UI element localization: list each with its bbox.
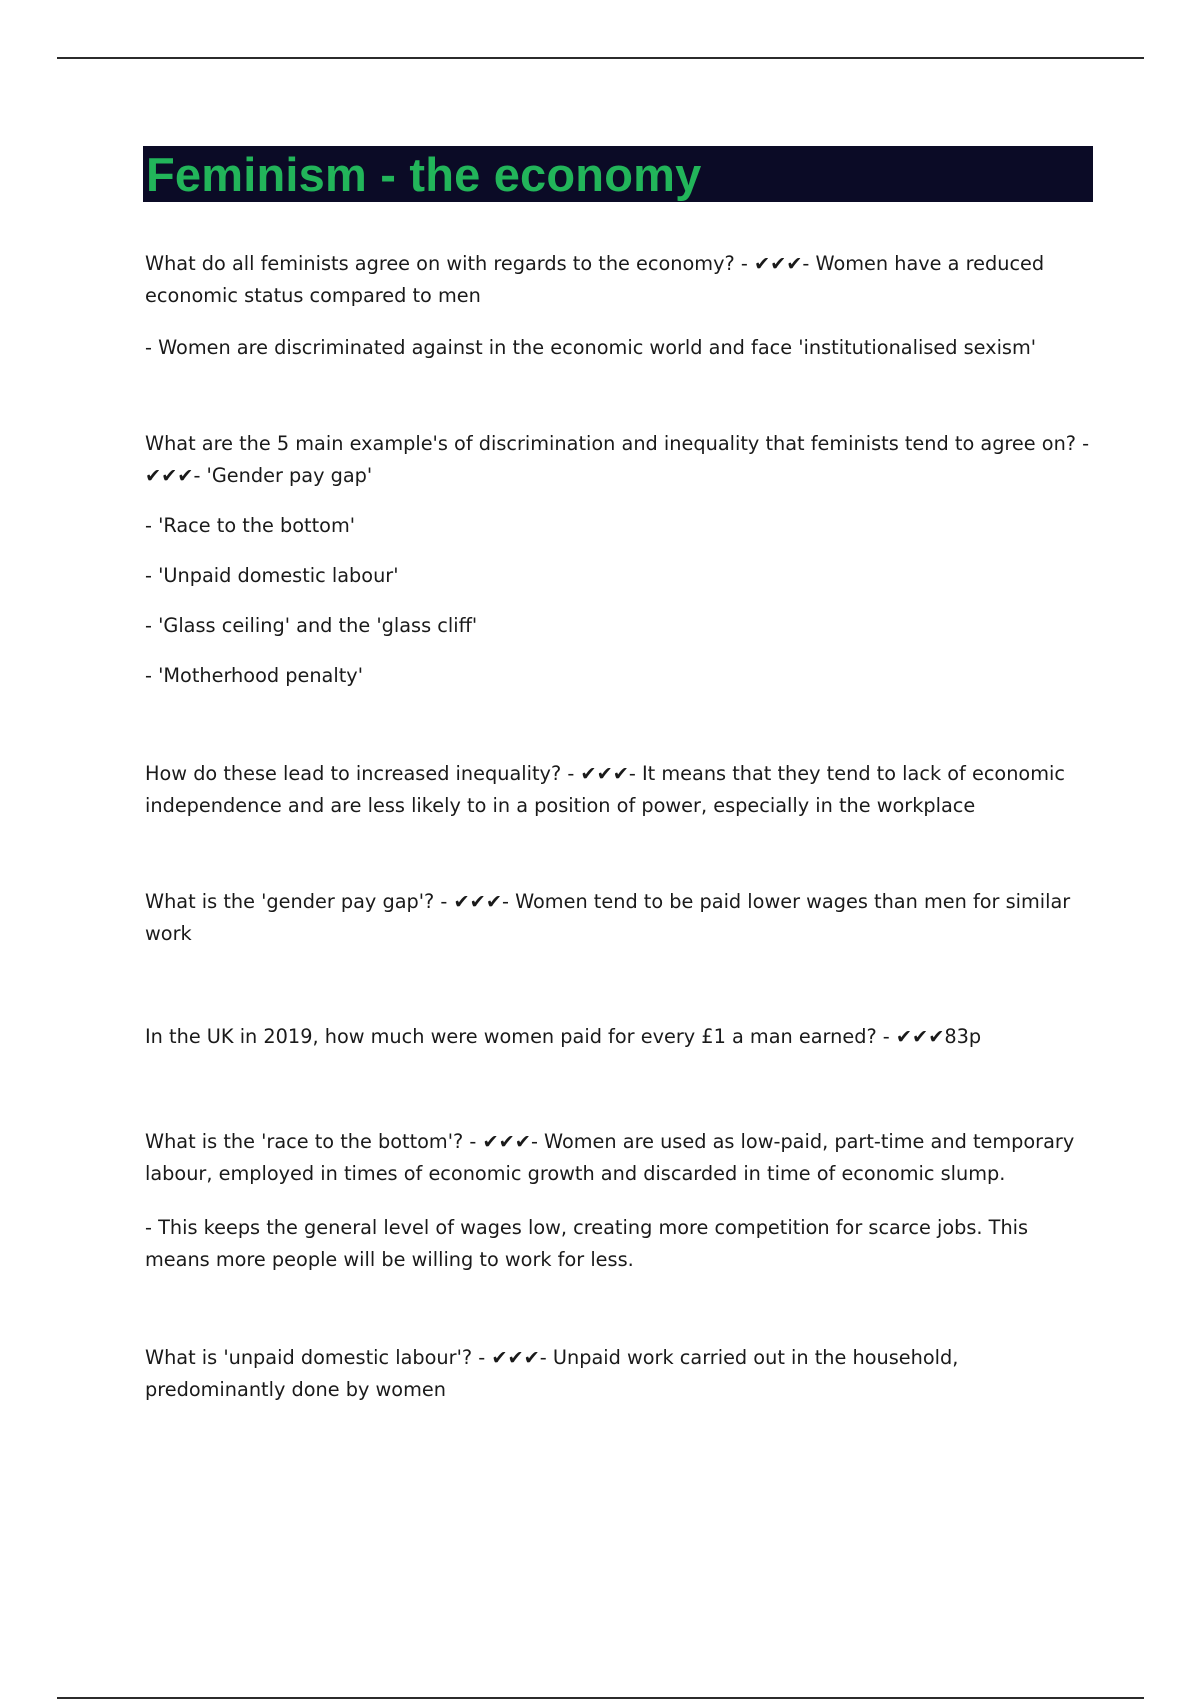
question-paragraph: [145, 428, 1090, 492]
flashcard-list: [145, 248, 1090, 1406]
flashcard: [145, 758, 1090, 822]
answer-text: - Women are used as low-paid, part-time and temporary labour, employed in times of economic growth and discarded in time of economic slump.: [145, 1130, 1075, 1185]
question-paragraph: [145, 1021, 1090, 1053]
question-paragraph: [145, 1342, 1090, 1406]
question-paragraph: [145, 1126, 1090, 1190]
answer-text: 83p: [944, 1025, 982, 1048]
check-marks-icon: ✔✔✔: [491, 1346, 540, 1369]
check-marks-icon: ✔✔✔: [145, 464, 194, 487]
check-marks-icon: ✔✔✔: [895, 1025, 945, 1048]
flashcard: [145, 1021, 1090, 1053]
bottom-rule: [57, 1697, 1144, 1699]
page-title: Feminism - the economy: [146, 147, 702, 201]
question-text: What are the 5 main example's of discrimination and inequality that feminists tend to agree on? -: [145, 432, 1090, 455]
question-text: What is 'unpaid domestic labour'? -: [145, 1346, 492, 1369]
check-marks-icon: ✔✔✔: [580, 762, 629, 785]
answer-line: - This keeps the general level of wages low, creating more competition for scarce jobs. This means more people will be willing to work for less.: [145, 1216, 1029, 1271]
question-text: In the UK in 2019, how much were women paid for every £1 a man earned? -: [145, 1025, 896, 1048]
flashcard: [145, 886, 1090, 950]
flashcard: [145, 248, 1090, 364]
answer-text: - Unpaid work carried out in the household, predominantly done by women: [145, 1346, 959, 1401]
question-text: What is the 'gender pay gap'? -: [145, 890, 454, 913]
question-text: What is the 'race to the bottom'? -: [145, 1130, 483, 1153]
flashcard: [145, 1342, 1090, 1406]
question-paragraph: [145, 248, 1090, 312]
flashcard: [145, 1126, 1090, 1276]
answer-line: - Women are discriminated against in the economic world and face 'institutionalised sexism': [145, 336, 1037, 359]
check-marks-icon: ✔✔✔: [453, 890, 502, 913]
flashcard: [145, 428, 1090, 692]
answer-line: - 'Race to the bottom': [145, 514, 356, 537]
question-text: What do all feminists agree on with regards to the economy? -: [145, 252, 754, 275]
check-marks-icon: ✔✔✔: [482, 1130, 531, 1153]
answer-line: - 'Unpaid domestic labour': [145, 564, 399, 587]
check-marks-icon: ✔✔✔: [753, 252, 803, 275]
top-rule: [57, 57, 1144, 59]
answer-text: - Women have a reduced economic status compared to men: [145, 252, 1045, 307]
answer-line: - 'Glass ceiling' and the 'glass cliff': [145, 614, 478, 637]
answer-line: - 'Motherhood penalty': [145, 664, 363, 687]
question-paragraph: [145, 758, 1090, 822]
question-text: How do these lead to increased inequality? -: [145, 762, 581, 785]
answer-text: - 'Gender pay gap': [193, 464, 373, 487]
answer-text: - Women tend to be paid lower wages than men for similar work: [145, 890, 1071, 945]
answer-text: - It means that they tend to lack of economic independence and are less likely to in a position of power, especially in the workplace: [145, 762, 1065, 817]
question-paragraph: [145, 886, 1090, 950]
title-banner: [143, 146, 1093, 202]
